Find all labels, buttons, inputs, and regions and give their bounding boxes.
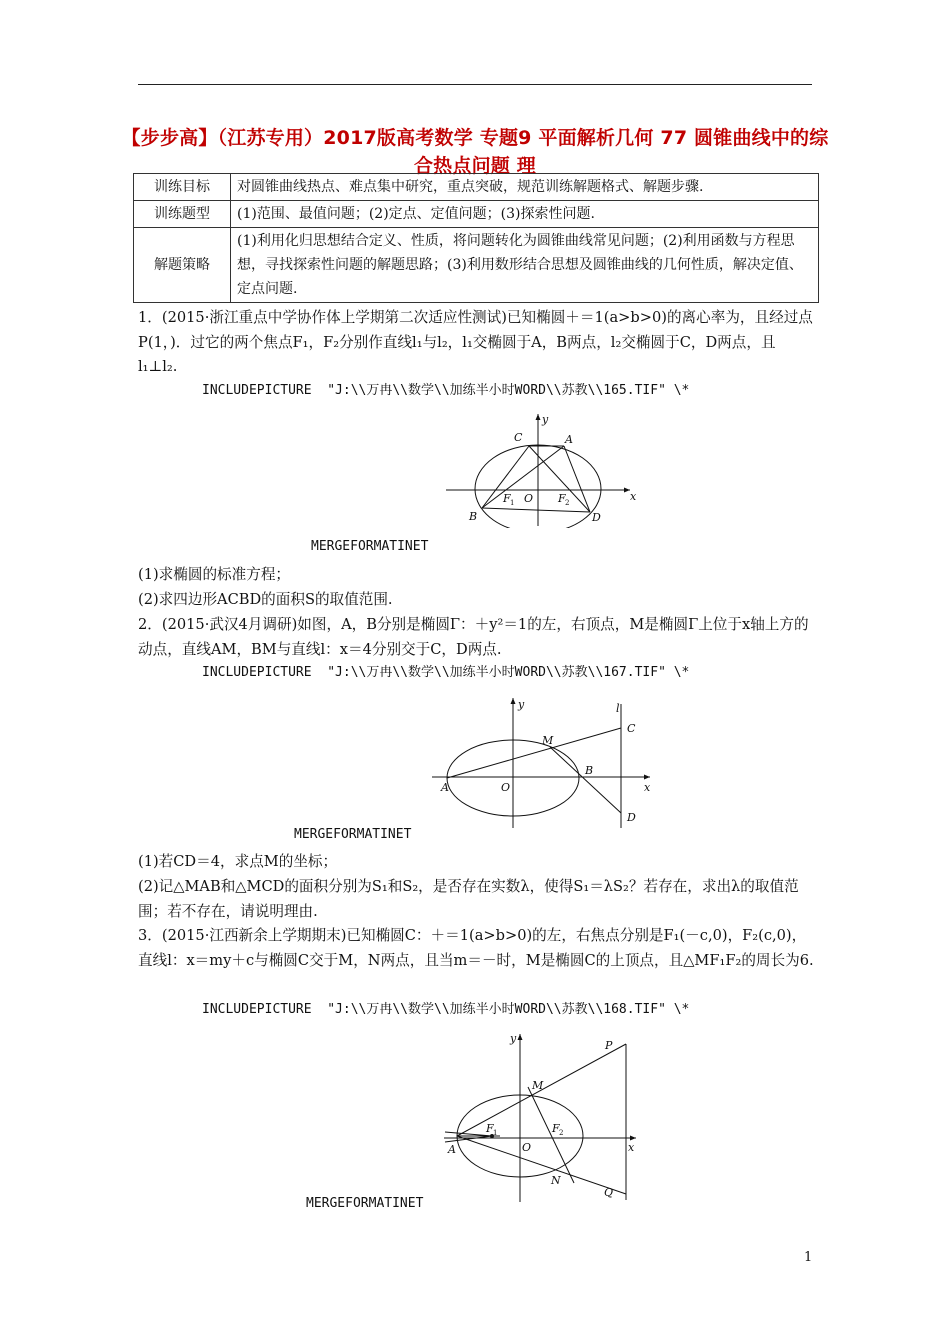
label-point-m: M [542, 734, 554, 747]
table-row [134, 201, 819, 228]
label-focus-1: F [503, 492, 511, 505]
x-axis-arrow [630, 1136, 636, 1141]
label-origin: O [501, 781, 511, 794]
table-value: (1)利用化归思想结合定义、性质，将问题转化为圆锥曲线常见问题；(2)利用函数与方程思想，寻找探索性问题的解题思路；(3)利用数形结合思想及圆锥曲线的几何性质，解决定值、定点问题. [231, 228, 819, 303]
include-picture-field: INCLUDEPICTURE "J:\\万冉\\数学\\加练半小时WORD\\苏教\\167.TIF" \* [202, 665, 690, 680]
table-key: 训练题型 [134, 201, 231, 228]
line-am [447, 728, 621, 778]
merge-format-field: MERGEFORMATINET [311, 539, 429, 554]
label-point-a: A [441, 781, 449, 794]
line-ba [482, 446, 564, 508]
line-bd [482, 508, 590, 512]
label-point-c: C [627, 722, 636, 735]
training-meta-table [133, 173, 819, 303]
table-key: 解题策略 [134, 228, 231, 303]
problem-3-stem: 3．(2015·江西新余上学期期末)已知椭圆C：＋＝1(a>b>0)的左，右焦点分别是F₁(－c,0)，F₂(c,0)，直线l：x＝my＋c与椭圆C交于M，N两点，且当m＝－时，M是椭圆C的上顶点，且△MF₁F₂的周长为6. [138, 927, 814, 969]
label-x: x [628, 1141, 635, 1154]
label-y: y [518, 698, 525, 711]
label-focus-1-sub: 1 [510, 499, 515, 507]
label-point-n: N [551, 1174, 561, 1187]
label-y: y [542, 413, 549, 426]
line-bm [550, 747, 621, 813]
include-picture-field: INCLUDEPICTURE "J:\\万冉\\数学\\加练半小时WORD\\苏教\\165.TIF" \* [202, 383, 690, 398]
label-x: x [630, 490, 637, 503]
label-y: y [510, 1032, 517, 1045]
table-row [134, 174, 819, 201]
label-origin: O [524, 492, 534, 505]
problem-2-question-1: (1)若CD＝4，求点M的坐标； [138, 853, 338, 870]
label-point-a: A [565, 433, 573, 446]
label-point-d: D [592, 511, 601, 524]
y-axis-arrow [536, 414, 541, 420]
y-axis-arrow [518, 1034, 523, 1040]
problem-2-stem: 2．(2015·武汉4月调研)如图，A，B分别是椭圆Γ：＋y²＝1的左，右顶点，M是椭圆Γ上位于x轴上方的动点，直线AM，BM与直线l：x＝4分别交于C，D两点. [138, 616, 809, 658]
line-ext-2 [445, 1136, 492, 1142]
header-rule [138, 84, 812, 85]
table-value: (1)范围、最值问题；(2)定点、定值问题；(3)探索性问题. [231, 201, 819, 228]
label-point-c: C [514, 431, 523, 444]
problem-1-question-2: (2)求四边形ACBD的面积S的取值范围. [138, 591, 393, 608]
label-point-b: B [469, 510, 478, 523]
problem-1-question-1: (1)求椭圆的标准方程； [138, 566, 291, 583]
line-ext-1 [445, 1132, 492, 1136]
table-key: 训练目标 [134, 174, 231, 201]
table-value: 对圆锥曲线热点、难点集中研究，重点突破，规范训练解题格式、解题步骤. [231, 174, 819, 201]
label-focus-2: F [552, 1122, 560, 1135]
label-point-p: P [605, 1039, 613, 1052]
label-focus-1: F [486, 1122, 494, 1135]
label-origin: O [522, 1141, 532, 1154]
label-point-m: M [532, 1079, 544, 1092]
label-point-b: B [585, 764, 594, 777]
line-aq [457, 1136, 626, 1194]
document-title: 【步步高】（江苏专用）2017版高考数学 专题9 平面解析几何 77 圆锥曲线中的综合热点问题 理 [121, 127, 829, 177]
include-picture-field: INCLUDEPICTURE "J:\\万冉\\数学\\加练半小时WORD\\苏教\\168.TIF" \* [202, 1002, 690, 1017]
problem-2-question-2: (2)记△MAB和△MCD的面积分别为S₁和S₂，是否存在实数λ，使得S₁＝λS₂？若存在，求出λ的取值范围；若不存在，请说明理由. [138, 878, 799, 920]
label-focus-1-sub: 1 [493, 1129, 498, 1137]
y-axis-arrow [511, 698, 516, 704]
merge-format-field: MERGEFORMATINET [294, 827, 412, 842]
problem-1-stem: 1．(2015·浙江重点中学协作体上学期第二次适应性测试)已知椭圆＋＝1(a>b>0)的离心率为，且经过点P(1，)．过它的两个焦点F₁，F₂分别作直线l₁与l₂，l₁交椭圆于A，B两点，l₂交椭圆于C，D两点，且l₁⊥l₂. [138, 309, 813, 375]
page-number: 1 [804, 1250, 813, 1265]
label-focus-2: F [558, 492, 566, 505]
label-line-l: l [616, 702, 620, 715]
label-point-d: D [627, 811, 636, 824]
label-x: x [644, 781, 651, 794]
label-focus-2-sub: 2 [565, 499, 570, 507]
label-focus-2-sub: 2 [559, 1129, 564, 1137]
figure-3-ellipse-foci-lines [440, 1030, 642, 1208]
figure-1-ellipse-quadrilateral [440, 408, 645, 528]
x-axis-arrow [644, 775, 650, 780]
label-point-q: Q [604, 1186, 614, 1199]
label-point-a: A [448, 1143, 456, 1156]
merge-format-field: MERGEFORMATINET [306, 1196, 424, 1211]
figure-2-ellipse-vertical-line [428, 694, 660, 834]
table-row [134, 228, 819, 303]
